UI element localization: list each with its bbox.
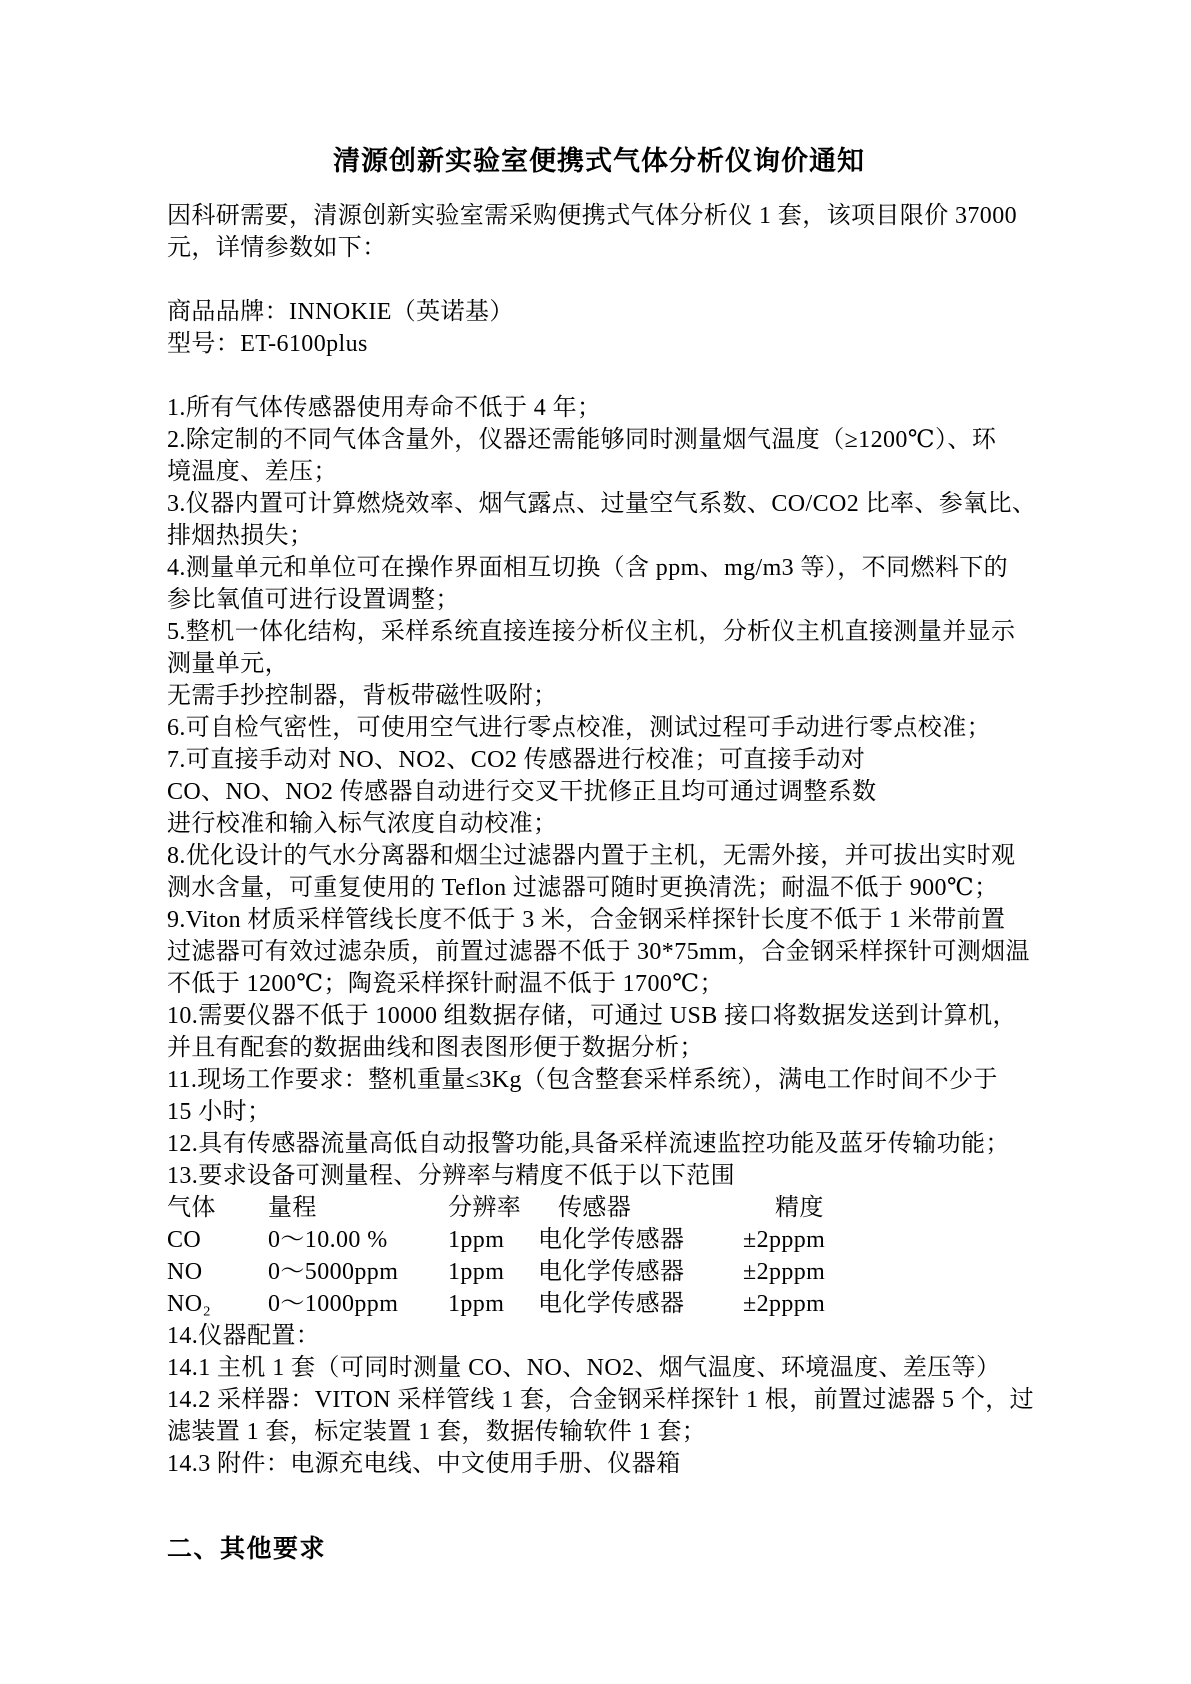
text-line: 8.优化设计的气水分离器和烟尘过滤器内置于主机，无需外接，并可拔出实时观 (167, 843, 1016, 869)
table-cell: CO (167, 1227, 202, 1253)
text-line: 12.具有传感器流量高低自动报警功能,具备采样流速监控功能及蓝牙传输功能； (167, 1131, 1010, 1157)
table-cell: ±2pppm (743, 1291, 826, 1317)
column-header: 分辨率 (448, 1195, 522, 1221)
column-header: 传感器 (558, 1195, 632, 1221)
text-line: 参比氧值可进行设置调整； (167, 587, 460, 613)
instrument-config-paragraphs (167, 1320, 1035, 1480)
blank-line (167, 360, 1031, 392)
text-line: 6.可自检气密性，可使用空气进行零点校准，测试过程可手动进行零点校准； (167, 715, 991, 741)
table-row (167, 1288, 1031, 1320)
text-line: 滤装置 1 套，标定装置 1 套，数据传输软件 1 套； (167, 1419, 707, 1445)
text-line: 15 小时； (167, 1099, 272, 1125)
text-line: 1.所有气体传感器使用寿命不低于 4 年； (167, 395, 602, 421)
table-cell: 1ppm (448, 1291, 505, 1317)
text-line: 10.需要仪器不低于 10000 组数据存储，可通过 USB 接口将数据发送到计算机， (167, 1003, 1017, 1029)
table-cell: 0～10.00 % (268, 1227, 388, 1253)
column-header: 气体 (167, 1195, 216, 1221)
text-line: 2.除定制的不同气体含量外，仪器还需能够同时测量烟气温度（≥1200℃）、环 (167, 427, 997, 453)
text-line: 测量单元， (167, 651, 289, 677)
text-line: 14.2 采样器：VITON 采样管线 1 套，合金钢采样探针 1 根，前置过滤器 5 个，过 (167, 1387, 1035, 1413)
blank-line (167, 264, 1031, 296)
text-line: 9.Viton 材质采样管线长度不低于 3 米，合金钢采样探针长度不低于 1 米带前置 (167, 907, 1006, 933)
table-cell: 1ppm (448, 1227, 505, 1253)
table-row (167, 1224, 1031, 1256)
text-line: 14.1 主机 1 套（可同时测量 CO、NO、NO2、烟气温度、环境温度、差压等） (167, 1355, 1001, 1381)
table-cell: 电化学传感器 (538, 1227, 685, 1253)
table-row (167, 1256, 1031, 1288)
table-cell: ±2pppm (743, 1259, 826, 1285)
text-line: 商品品牌：INNOKIE（英诺基） (167, 299, 514, 325)
text-line: 无需手抄控制器，背板带磁性吸附； (167, 683, 558, 709)
text-line: 13.要求设备可测量程、分辨率与精度不低于以下范围 (167, 1163, 735, 1189)
document-body-paragraphs (167, 200, 1037, 1192)
table-cell: 电化学传感器 (538, 1291, 685, 1317)
text-line: 元，详情参数如下： (167, 235, 387, 261)
table-cell: 1ppm (448, 1259, 505, 1285)
spec-table (167, 1192, 1031, 1320)
text-line: 不低于 1200℃；陶瓷采样探针耐温不低于 1700℃； (167, 971, 724, 997)
column-header: 精度 (775, 1195, 824, 1221)
page-title: 清源创新实验室便携式气体分析仪询价通知 (333, 146, 865, 176)
text-line: CO、NO、NO2 传感器自动进行交叉干扰修正且均可通过调整系数 (167, 779, 877, 805)
text-line: 因科研需要，清源创新实验室需采购便携式气体分析仪 1 套，该项目限价 37000 (167, 203, 1017, 229)
text-line: 境温度、差压； (167, 459, 338, 485)
text-line: 并且有配套的数据曲线和图表图形便于数据分析； (167, 1035, 704, 1061)
text-line: 7.可直接手动对 NO、NO2、CO2 传感器进行校准；可直接手动对 (167, 747, 866, 773)
table-cell: NO₂ (167, 1291, 212, 1317)
text-line: 3.仪器内置可计算燃烧效率、烟气露点、过量空气系数、CO/CO2 比率、参氧比、 (167, 491, 1037, 517)
table-header-row (167, 1192, 1031, 1224)
text-line: 14.仪器配置： (167, 1323, 321, 1349)
section-heading-other-requirements: 二、其他要求 (167, 1535, 327, 1563)
table-cell: 电化学传感器 (538, 1259, 685, 1285)
text-line: 4.测量单元和单位可在操作界面相互切换（含 ppm、mg/m3 等），不同燃料下的 (167, 555, 1009, 581)
text-line: 测水含量，可重复使用的 Teflon 过滤器可随时更换清洗；耐温不低于 900℃； (167, 875, 999, 901)
column-header: 量程 (268, 1195, 317, 1221)
table-cell: 0～1000ppm (268, 1291, 399, 1317)
table-cell: ±2pppm (743, 1227, 826, 1253)
text-line: 5.整机一体化结构，采样系统直接连接分析仪主机，分析仪主机直接测量并显示 (167, 619, 1016, 645)
text-line: 14.3 附件：电源充电线、中文使用手册、仪器箱 (167, 1451, 681, 1477)
text-line: 11.现场工作要求：整机重量≤3Kg（包含整套采样系统），满电工作时间不少于 (167, 1067, 998, 1093)
table-cell: 0～5000ppm (268, 1259, 399, 1285)
text-line: 排烟热损失； (167, 523, 314, 549)
text-line: 型号：ET-6100plus (167, 331, 368, 357)
table-cell: NO (167, 1259, 203, 1285)
text-line: 过滤器可有效过滤杂质，前置过滤器不低于 30*75mm，合金钢采样探针可测烟温 (167, 939, 1030, 965)
text-line: 进行校准和输入标气浓度自动校准； (167, 811, 558, 837)
